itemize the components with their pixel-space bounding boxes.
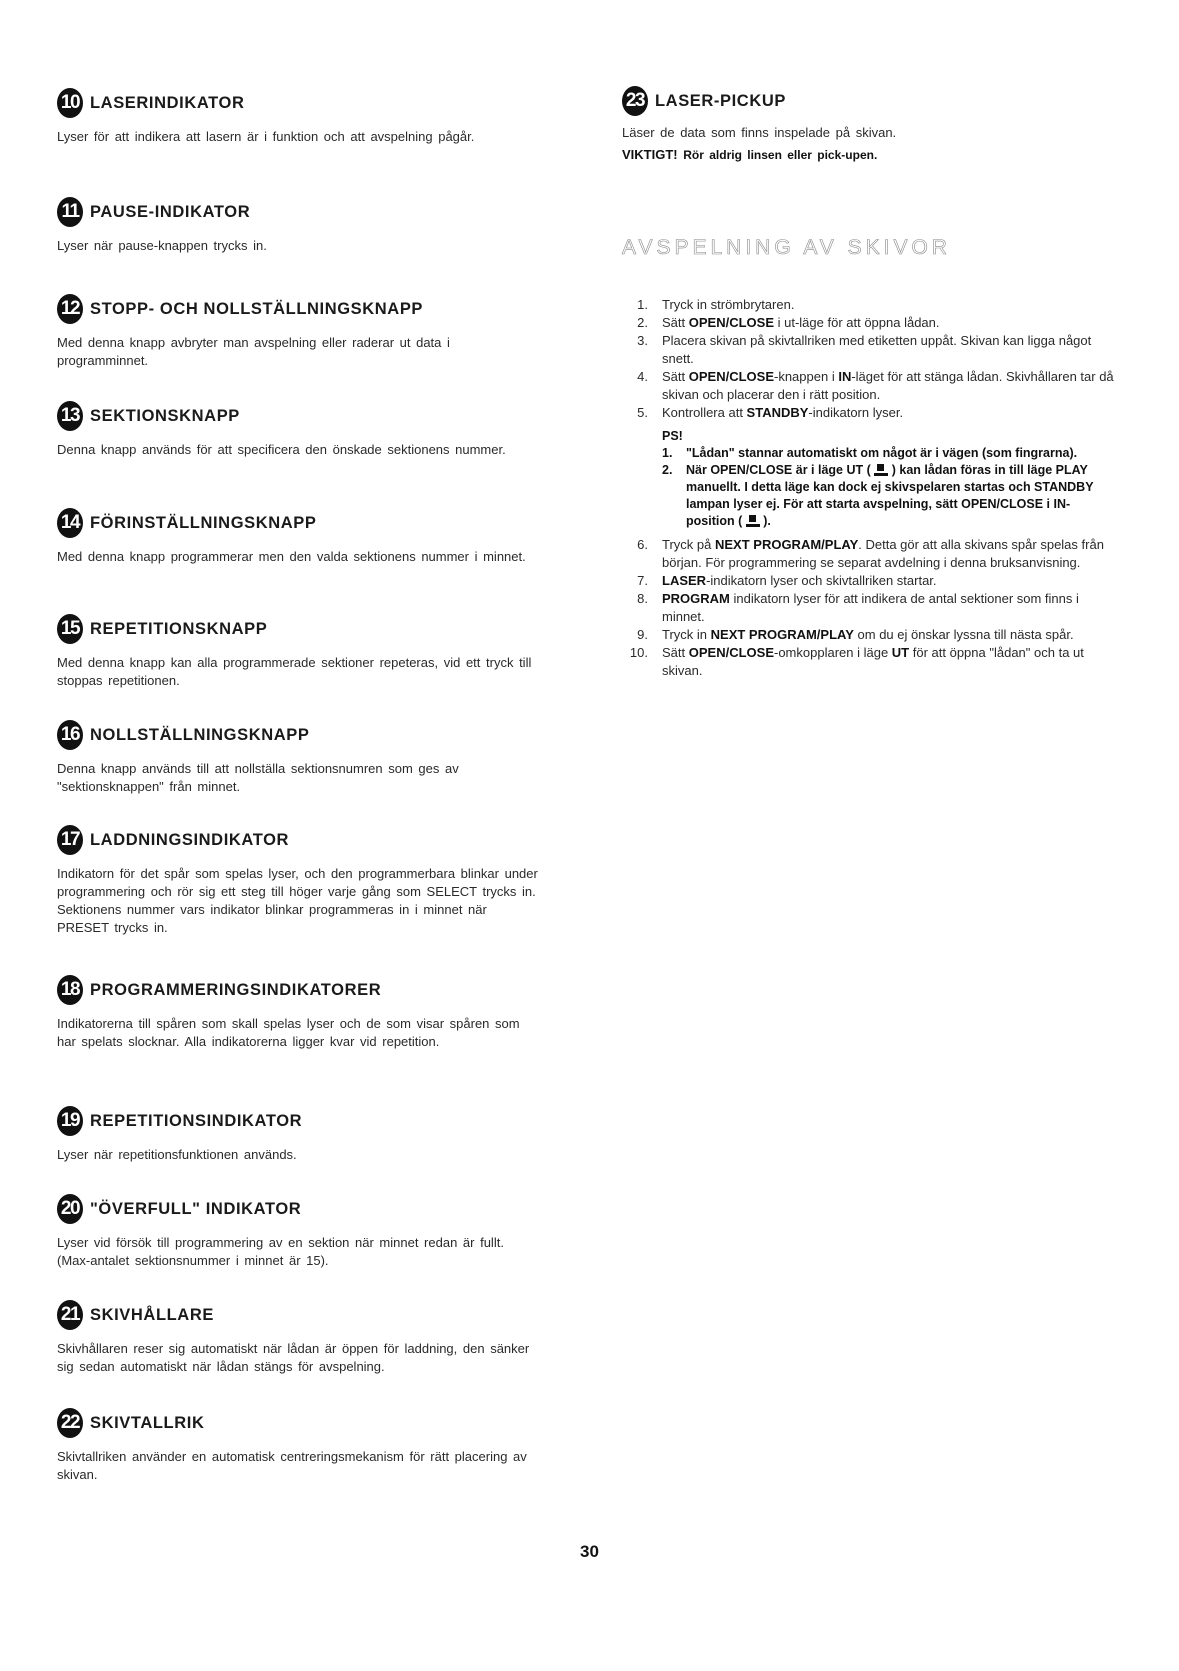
number-badge: 23 (622, 86, 648, 116)
section-body: Med denna knapp kan alla programmerade sektioner repeteras, vid ett tryck till stoppas repetitionen. (57, 655, 532, 688)
step-text: om du ej önskar lyssna till nästa spår. (853, 627, 1074, 642)
playback-heading: AVSPELNING AV SKIVOR (622, 236, 951, 259)
section-body: Med denna knapp avbryter man avspelning eller raderar ut data i programminnet. (57, 335, 450, 368)
number-badge: 12 (57, 294, 83, 324)
number-badge: 19 (57, 1106, 83, 1136)
section-title: PROGRAMMERINGSINDIKATORER (90, 980, 382, 999)
step-text: -indikatorn lyser. (808, 405, 904, 420)
step-text: -omkopplaren i läge (774, 645, 892, 660)
number-badge: 11 (57, 197, 83, 227)
step-bold-text: IN (838, 369, 852, 384)
step-text: . Detta gör att alla skivans spår spelas från början. För programmering se separat avdelning i denna bruksanvisning. (662, 537, 1104, 570)
section-overfull-indikator (57, 1194, 542, 1270)
section-body: Lyser för att indikera att lasern är i funktion och att avspelning pågår. (57, 129, 475, 144)
section-body: Indikatorn för det spår som spelas lyser, och den programmerbara blinkar under programmering och rör sig ett steg till höger varje gång som SELECT trycks in. Sektionens nummer vars indikator blinkar programmeras in i minnet när PRESET trycks in. (57, 866, 538, 935)
step-text: -indikatorn lyser och skivtallriken startar. (706, 573, 937, 588)
section-repetitionsknapp (57, 614, 542, 690)
section-body: Lyser vid försök till programmering av en sektion när minnet redan är fullt. (Max-antalet sektionsnummer i minnet är 15). (57, 1235, 504, 1268)
step-bold-text: OPEN/CLOSE (688, 645, 774, 660)
section-body: Med denna knapp programmerar men den valda sektionens nummer i minnet. (57, 549, 526, 564)
section-pause-indikator (57, 197, 542, 255)
steps-list-continued (622, 536, 1114, 680)
warning-label: VIKTIGT! (622, 147, 678, 162)
section-header (57, 294, 542, 324)
step-item (622, 404, 1114, 422)
section-skivhallare (57, 1300, 542, 1376)
number-badge: 14 (57, 508, 83, 538)
section-title: LASER-PICKUP (655, 91, 786, 110)
number-badge: 18 (57, 975, 83, 1005)
step-item (622, 314, 1114, 332)
step-text: Placera skivan på skivtallriken med etiketten uppåt. Skivan kan ligga något snett. (662, 333, 1092, 366)
section-body: Läser de data som finns inspelade på skivan. (622, 125, 897, 140)
ps-item-text: "Lådan" stannar automatiskt om något är i vägen (som fingrarna). (686, 446, 1078, 460)
section-title: NOLLSTÄLLNINGSKNAPP (90, 725, 310, 744)
ps-item-text-b: ) kan lådan föras in till läge PLAY manuellt. I detta läge kan dock ej skivspelaren startas och STANDBY lampan lyser ej. För att starta avspelning, sätt OPEN/CLOSE i IN-position ( (686, 463, 1094, 528)
number-badge: 20 (57, 1194, 83, 1224)
section-body: Skivtallriken använder en automatisk centreringsmekanism för rätt placering av skivan. (57, 1449, 527, 1482)
step-item (622, 572, 1114, 590)
step-item (622, 644, 1114, 680)
warning-text: Rör aldrig linsen eller pick-upen. (683, 148, 878, 162)
step-item (622, 368, 1114, 404)
step-number: 2. (637, 315, 648, 330)
section-header (57, 508, 542, 538)
step-text: -knappen i (774, 369, 839, 384)
ps-item (662, 462, 1114, 530)
step-item (622, 296, 1114, 314)
section-header (57, 88, 542, 118)
section-body: Lyser när pause-knappen trycks in. (57, 238, 267, 253)
step-text: Sätt (662, 645, 689, 660)
section-title: REPETITIONSINDIKATOR (90, 1111, 303, 1130)
section-title: FÖRINSTÄLLNINGSKNAPP (90, 513, 317, 532)
number-badge: 16 (57, 720, 83, 750)
section-title: LADDNINGSINDIKATOR (90, 830, 290, 849)
section-repetitionsindikator (57, 1106, 542, 1164)
step-text: Tryck in (662, 627, 711, 642)
section-header (57, 720, 542, 750)
step-item (622, 590, 1114, 626)
section-title: SKIVTALLRIK (90, 1413, 205, 1432)
step-number: 10. (629, 645, 648, 660)
step-number: 7. (637, 573, 648, 588)
step-text: i ut-läge för att öppna lådan. (774, 315, 940, 330)
section-sektionsknapp (57, 401, 542, 459)
step-text: Tryck på (662, 537, 715, 552)
step-text: Sätt (662, 315, 689, 330)
step-text: -läget för att stänga lådan. Skivhållaren tar då skivan och placerar den i rätt position. (662, 369, 1114, 402)
section-header (57, 614, 542, 644)
section-body: Denna knapp används för att specificera den önskade sektionens nummer. (57, 442, 506, 457)
number-badge: 15 (57, 614, 83, 644)
tray-closed-icon (746, 516, 760, 527)
section-nollstallningsknapp (57, 720, 542, 796)
section-header (57, 1408, 542, 1438)
step-number: 3. (637, 333, 648, 348)
ps-note (622, 428, 1114, 530)
number-badge: 10 (57, 88, 83, 118)
section-header (57, 1194, 542, 1224)
step-bold-text: PROGRAM (662, 591, 730, 606)
warning-line (622, 146, 1114, 164)
section-header (57, 1300, 542, 1330)
section-title: "ÖVERFULL" INDIKATOR (90, 1199, 302, 1218)
ps-item-number: 2. (662, 463, 673, 477)
section-title: LASERINDIKATOR (90, 93, 245, 112)
section-laddningsindikator (57, 825, 542, 937)
ps-item-number: 1. (662, 446, 673, 460)
tray-open-icon (874, 465, 888, 476)
section-body: Denna knapp används till att nollställa sektionsnumren som ges av "sektionsknappen" från minnet. (57, 761, 459, 794)
page-number: 30 (580, 1542, 599, 1561)
step-number: 9. (637, 627, 648, 642)
step-item (622, 536, 1114, 572)
step-number: 6. (637, 537, 648, 552)
section-header (57, 1106, 542, 1136)
section-header (57, 197, 542, 227)
step-bold-text: LASER (662, 573, 707, 588)
ps-item (662, 445, 1114, 462)
ps-item-text-a: När OPEN/CLOSE är i läge UT ( (686, 463, 871, 477)
step-text: Kontrollera att (662, 405, 747, 420)
step-text: för att öppna "lådan" och ta ut skivan. (662, 645, 1084, 678)
section-laserindikator (57, 88, 542, 146)
section-laser-pickup (622, 86, 1114, 164)
step-bold-text: OPEN/CLOSE (688, 369, 774, 384)
section-forinstallningsknapp (57, 508, 542, 566)
step-text: Sätt (662, 369, 689, 384)
step-bold-text: NEXT PROGRAM/PLAY (714, 537, 859, 552)
step-bold-text: NEXT PROGRAM/PLAY (710, 627, 854, 642)
step-number: 1. (637, 297, 648, 312)
section-header (57, 975, 542, 1005)
section-title: SEKTIONSKNAPP (90, 406, 240, 425)
step-item (622, 332, 1114, 368)
section-header (57, 825, 542, 855)
number-badge: 17 (57, 825, 83, 855)
ps-label: PS! (662, 429, 683, 443)
section-title: SKIVHÅLLARE (90, 1305, 214, 1324)
ps-item-text-c: ). (763, 514, 771, 528)
number-badge: 13 (57, 401, 83, 431)
step-bold-text: UT (891, 645, 910, 660)
step-bold-text: STANDBY (746, 405, 809, 420)
section-body: Skivhållaren reser sig automatiskt när lådan är öppen för laddning, den sänker sig sedan automatiskt när lådan stängs för avspelning. (57, 1341, 530, 1374)
step-item (622, 626, 1114, 644)
number-badge: 22 (57, 1408, 83, 1438)
step-text: indikatorn lyser för att indikera de antal sektioner som finns i minnet. (662, 591, 1079, 624)
section-title: PAUSE-INDIKATOR (90, 202, 251, 221)
section-body: Lyser när repetitionsfunktionen används. (57, 1147, 297, 1162)
section-header (622, 86, 1114, 116)
step-number: 8. (637, 591, 648, 606)
steps-list (622, 296, 1114, 422)
step-text: Tryck in strömbrytaren. (662, 297, 795, 312)
number-badge: 21 (57, 1300, 83, 1330)
step-number: 5. (637, 405, 648, 420)
section-header (57, 401, 542, 431)
section-title: REPETITIONSKNAPP (90, 619, 268, 638)
step-bold-text: OPEN/CLOSE (688, 315, 774, 330)
section-title: STOPP- OCH NOLLSTÄLLNINGSKNAPP (90, 299, 424, 318)
section-programmeringsindikatorer (57, 975, 542, 1051)
section-skivtallrik (57, 1408, 542, 1484)
section-body: Indikatorerna till spåren som skall spelas lyser och de som visar spåren som har spelats slocknar. Alla indikatorerna ligger kvar vid repetition. (57, 1016, 520, 1049)
playback-instructions (622, 296, 1114, 680)
step-number: 4. (637, 369, 648, 384)
section-stopp-nollstallningsknapp (57, 294, 542, 370)
